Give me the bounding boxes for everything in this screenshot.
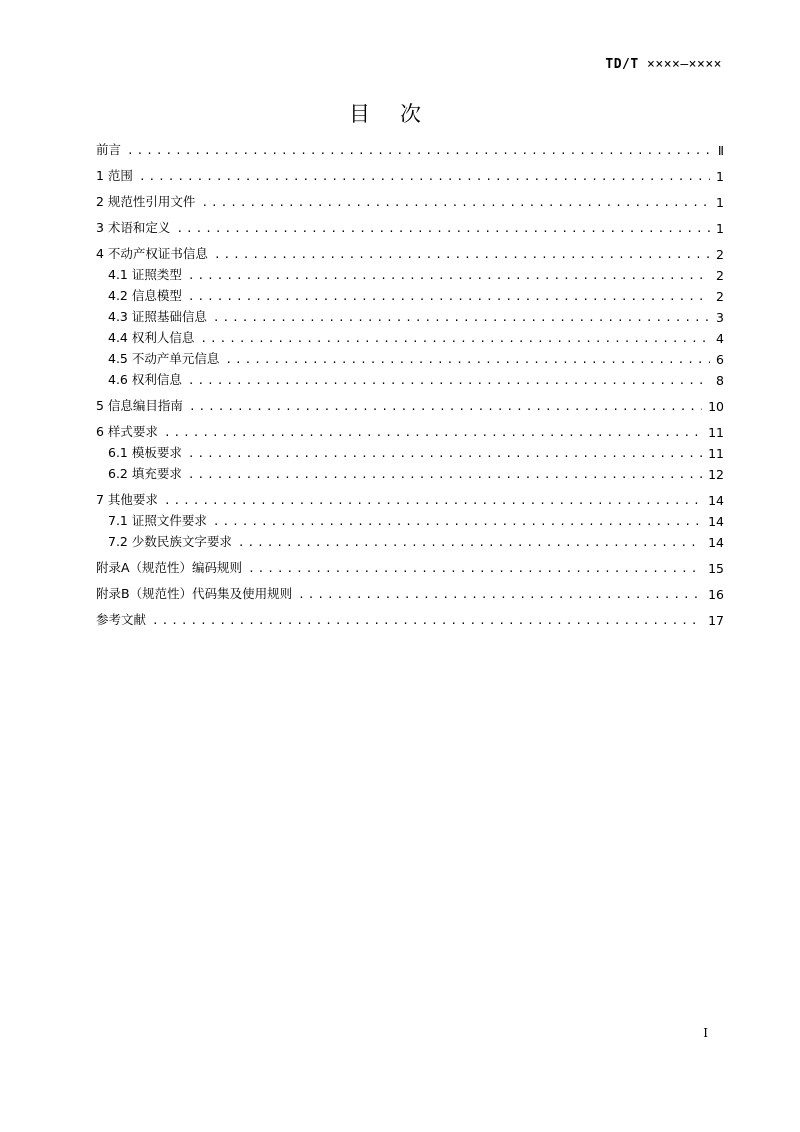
toc-entry[interactable] [96,283,724,304]
toc-entry[interactable] [96,163,724,184]
standard-number: ××××—×××× [647,57,722,72]
toc-leader-dots [200,332,710,346]
toc-leader-dots [201,196,710,210]
toc-entry-label: 前言 [96,142,122,157]
toc-leader-dots [127,144,712,158]
toc-entry-label: 6.1 模板要求 [108,445,182,460]
toc-leader-dots [248,562,702,576]
toc-leader-dots [188,290,710,304]
toc-entry[interactable] [96,346,724,367]
toc-leader-dots [188,374,710,388]
toc-entry-page: 1 [716,221,724,236]
toc-entry[interactable] [96,189,724,210]
toc-entry[interactable] [96,241,724,262]
toc-entry-page: 14 [708,493,724,508]
toc-entry-label: 5 信息编目指南 [96,398,183,413]
toc-entry-label: 4.6 权利信息 [108,372,182,387]
toc-leader-dots [214,248,710,262]
toc-entry[interactable] [96,581,724,602]
toc-entry[interactable] [96,393,724,414]
toc-entry[interactable] [96,440,724,461]
page-title: 目次 [349,102,451,126]
toc-entry-page: 8 [716,373,724,388]
toc-entry-page: 16 [708,587,724,602]
toc-leader-dots [188,468,702,482]
toc-entry-page: 1 [716,169,724,184]
toc-entry-page: 2 [716,268,724,283]
toc-entry-label: 附录A（规范性）编码规则 [96,560,243,575]
toc-entry-page: 2 [716,289,724,304]
toc-entry-page: Ⅱ [717,143,724,158]
toc-entry-label: 1 范围 [96,168,133,183]
toc-entry-label: 4.5 不动产单元信息 [108,351,220,366]
toc-entry-label: 4 不动产权证书信息 [96,246,208,261]
toc-leader-dots [176,222,710,236]
toc-entry-label: 6 样式要求 [96,424,158,439]
toc-entry[interactable] [96,529,724,550]
toc-entry[interactable] [96,555,724,576]
toc-entry-page: 15 [708,561,724,576]
toc-entry[interactable] [96,367,724,388]
standard-code: TD/T [605,57,639,72]
toc-entry-label: 附录B（规范性）代码集及使用规则 [96,586,293,601]
toc-entry-label: 4.4 权利人信息 [108,330,195,345]
toc-entry[interactable] [96,325,724,346]
toc-entry-page: 3 [716,310,724,325]
toc-entry[interactable] [96,262,724,283]
toc-entry-label: 7.1 证照文件要求 [108,513,207,528]
toc-leader-dots [213,311,710,325]
toc-entry[interactable] [96,215,724,236]
toc-entry[interactable] [96,487,724,508]
toc-entry-page: 14 [708,535,724,550]
toc-leader-dots [188,269,710,283]
toc-entry-page: 4 [716,331,724,346]
toc-leader-dots [152,614,702,628]
table-of-contents [96,137,724,628]
toc-entry-label: 3 术语和定义 [96,220,171,235]
document-header [605,57,722,72]
toc-entry-label: 2 规范性引用文件 [96,194,196,209]
toc-leader-dots [213,515,702,529]
toc-entry-page: 1 [716,195,724,210]
toc-entry-label: 6.2 填充要求 [108,466,182,481]
toc-entry-page: 12 [708,467,724,482]
toc-entry-page: 11 [708,425,724,440]
toc-entry-label: 4.2 信息模型 [108,288,182,303]
toc-leader-dots [225,353,710,367]
toc-entry-page: 17 [708,613,724,628]
toc-entry[interactable] [96,304,724,325]
toc-entry[interactable] [96,419,724,440]
toc-leader-dots [164,494,702,508]
toc-leader-dots [188,447,702,461]
toc-entry[interactable] [96,508,724,529]
toc-entry-label: 参考文献 [96,612,147,627]
toc-leader-dots [189,400,702,414]
toc-leader-dots [164,426,702,440]
toc-entry-label: 4.1 证照类型 [108,267,182,282]
toc-entry-page: 11 [708,446,724,461]
toc-entry[interactable] [96,461,724,482]
toc-entry-page: 2 [716,247,724,262]
toc-leader-dots [238,536,702,550]
toc-entry-page: 14 [708,514,724,529]
toc-entry-page: 10 [708,399,724,414]
page-number: I [703,1026,708,1040]
toc-entry[interactable] [96,137,724,158]
toc-entry-label: 7.2 少数民族文字要求 [108,534,232,549]
toc-entry-label: 7 其他要求 [96,492,158,507]
toc-entry-page: 6 [716,352,724,367]
toc-leader-dots [298,588,702,602]
toc-leader-dots [139,170,710,184]
toc-entry[interactable] [96,607,724,628]
toc-entry-label: 4.3 证照基础信息 [108,309,207,324]
